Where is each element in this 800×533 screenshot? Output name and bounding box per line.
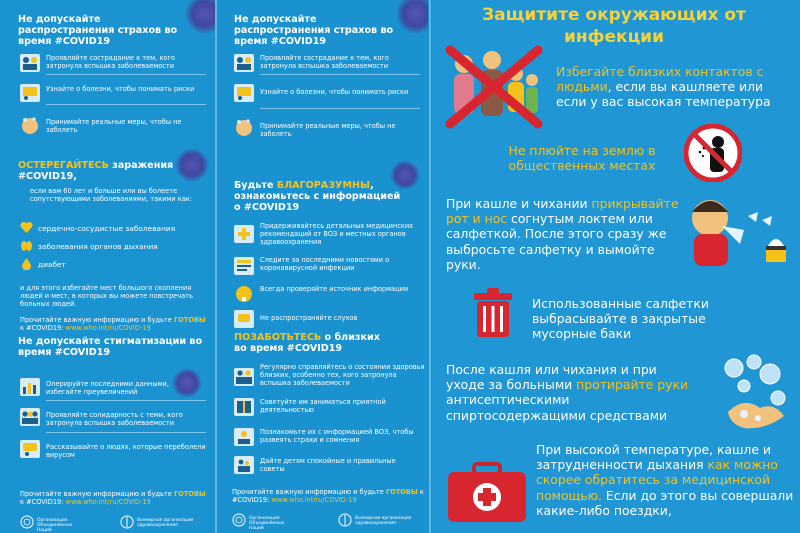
heading-wise-line2: ознакомьтесь с информацией xyxy=(234,191,401,202)
fear2-item-2: Узнайте о болезни, чтобы понимать риски xyxy=(260,88,409,96)
heading-beware-line2: #COVID19, xyxy=(18,171,77,182)
share-info-icon xyxy=(234,428,254,446)
heading-wise-line3: о #COVID19 xyxy=(234,202,300,213)
care-item-3: Познакомьте их с информацией ВОЗ, чтобы развеять страхи и сомнения xyxy=(260,428,414,445)
speech-bubble-icon xyxy=(20,440,40,458)
care-item-1: Регулярно справляйтесь о состоянии здоровья близких, особенно тех, кого затронула вспышка заболеваемости xyxy=(260,363,425,388)
tip-sanitize-hands: После кашля или чихания и при уходе за больными протирайте руки антисептическими спиртосодержащими средствами xyxy=(446,362,689,423)
un-logo-text: Организация Объединённых Наций xyxy=(37,518,73,533)
book-icon xyxy=(234,398,254,416)
tip-seek-medical-help: При высокой температуре, кашле и затрудненности дыхания как можно скорее обратитесь за медицинской помощью. Если до этого вы совершали какие-либо поездки, xyxy=(536,442,794,518)
heading-care-line2: во время #COVID19 xyxy=(234,343,343,354)
condition-respiratory: заболевания органов дыхания xyxy=(38,242,158,251)
fear-item-2: Узнайте о болезни, чтобы понимать риски xyxy=(46,85,195,93)
who-logo-icon xyxy=(338,513,352,527)
hand-washing-icon xyxy=(234,118,254,136)
divider xyxy=(46,400,206,401)
tip-avoid-contact: Избегайте близких контактов с людьми, если вы кашляете или если у вас высокая температура xyxy=(556,64,771,110)
leaflet-panel-fear-stigma xyxy=(0,0,215,533)
family-crossed-illustration xyxy=(444,44,544,130)
divider xyxy=(46,432,206,433)
heading-wise: Будьте БЛАГОРАЗУМНЫ, xyxy=(234,180,374,191)
no-rumors-icon xyxy=(234,310,254,328)
avoid-crowds-advice: и для этого избегайте мест большого скопления людей и мест, в которых вы можете повстречать больных людей. xyxy=(20,284,193,309)
divider xyxy=(260,108,420,109)
wise-item-3: Всегда проверяйте источник информации xyxy=(260,285,409,293)
news-icon xyxy=(234,257,254,275)
footer-ready-note: Прочитайте важную информацию и будьте ГОТОВЫ к #COVID19: www.who.int/ru/COVID-19 xyxy=(20,490,206,507)
hand-washing-icon xyxy=(20,116,40,134)
heading-fear-2: Не допускайте распространения страхов во время #COVID19 xyxy=(234,14,394,47)
wise-item-1: Придерживайтесь детальных медицинских рекомендаций от ВОЗ и местных органов здравоохранения xyxy=(260,222,414,247)
panel-divider xyxy=(429,0,431,533)
fear2-item-3: Принимайте реальные меры, чтобы не заболеть xyxy=(260,122,396,139)
who-link[interactable]: www.who.int/ru/COVID-19 xyxy=(65,498,151,507)
medical-cross-icon xyxy=(234,225,254,243)
wise-item-4: Не распространяйте слухов xyxy=(260,314,358,322)
risk-intro: если вам 60 лет и больше или вы болеете сопутствующими заболеваниями, такими как: xyxy=(30,187,192,204)
fear-item-1: Проявляйте сострадание к тем, кого затронула вспышка заболеваемости xyxy=(46,54,175,71)
care-item-2: Советуйте им заниматься приятной деятельностью xyxy=(260,398,386,415)
panel-divider xyxy=(215,0,217,533)
un-logo-icon xyxy=(20,515,34,529)
wise-item-2: Следите за последними новостями о коронавирусной инфекции xyxy=(260,256,390,273)
care-item-4: Дайте детям спокойные и правильные советы xyxy=(260,457,396,474)
lightbulb-icon xyxy=(234,285,254,303)
heading-fear: Не допускайте распространения страхов во время #COVID19 xyxy=(18,14,178,47)
divider xyxy=(46,104,206,105)
tip-no-spitting: Не плюйте на землю в общественных местах xyxy=(508,143,656,174)
heart-icon xyxy=(20,221,33,234)
trash-bin-icon xyxy=(472,287,514,339)
solidarity-icon xyxy=(20,408,40,426)
who-link[interactable]: www.who.int/ru/COVID-19 xyxy=(65,324,151,333)
tip-tissue-disposal: Использованные салфетки выбрасывайте в закрытые мусорные баки xyxy=(532,296,709,342)
who-logo-text: Всемирная организация здравоохранения xyxy=(137,518,194,528)
poster-title: Защитите окружающих от инфекции xyxy=(482,5,746,47)
sneezing-boy-illustration xyxy=(682,190,792,272)
who-logo-text: Всемирная организация здравоохранения xyxy=(355,516,412,526)
tip-cover-cough: При кашле и чихании прикрывайте рот и нос согнутым локтем или салфеткой. После этого сразу же выбросьте салфетку и вымойте руки. xyxy=(446,196,679,272)
family-icon xyxy=(234,368,254,386)
presentation-icon xyxy=(234,84,254,102)
data-chart-icon xyxy=(20,378,40,396)
heading-care: ПОЗАБОТЬТЕСЬ о близких xyxy=(234,332,380,343)
presentation-icon xyxy=(20,84,40,102)
people-talking-icon xyxy=(20,54,40,72)
divider xyxy=(46,74,206,75)
stigma-item-2: Проявляйте солидарность с теми, кого затронула вспышка заболеваемости xyxy=(46,411,183,428)
fear2-item-1: Проявляйте сострадание к тем, кого затронула вспышка заболеваемости xyxy=(260,54,389,71)
lungs-icon xyxy=(20,239,33,252)
poster-protect-others xyxy=(432,0,800,533)
heading-beware: ОСТЕРЕГАЙТЕСЬ заражения xyxy=(18,160,174,171)
stigma-item-1: Оперируйте последними данными, избегайте преувеличений xyxy=(46,380,169,397)
un-logo-text: Организация Объединённых Наций xyxy=(249,516,285,531)
who-logo-icon xyxy=(120,515,134,529)
hand-washing-illustration xyxy=(714,352,794,434)
heading-stigma: Не допускайте стигматизации во время #COVID19 xyxy=(18,336,203,358)
un-logo-icon xyxy=(232,513,246,527)
people-talking-icon xyxy=(234,54,254,72)
who-link[interactable]: www.who.int/ru/COVID-19 xyxy=(271,496,357,505)
footer-ready-note: Прочитайте важную информацию и будьте ГОТОВЫ к #COVID19: www.who.int/ru/COVID-19 xyxy=(232,488,424,505)
no-spitting-sign-icon xyxy=(684,124,742,182)
children-icon xyxy=(234,456,254,474)
divider xyxy=(260,74,420,75)
ready-note: Прочитайте важную информацию и будьте ГОТОВЫ к #COVID19: www.who.int/ru/COVID-19 xyxy=(20,316,206,333)
condition-diabetes: диабет xyxy=(38,260,66,269)
drop-icon xyxy=(20,257,33,270)
first-aid-kit-icon xyxy=(446,462,528,524)
leaflet-panel-wise-care xyxy=(218,0,428,533)
stigma-item-3: Рассказывайте о людях, которые переболели вирусом xyxy=(46,443,206,460)
condition-cardio: сердечно-сосудистые заболевания xyxy=(38,224,176,233)
fear-item-3: Принимайте реальные меры, чтобы не заболеть xyxy=(46,118,182,135)
